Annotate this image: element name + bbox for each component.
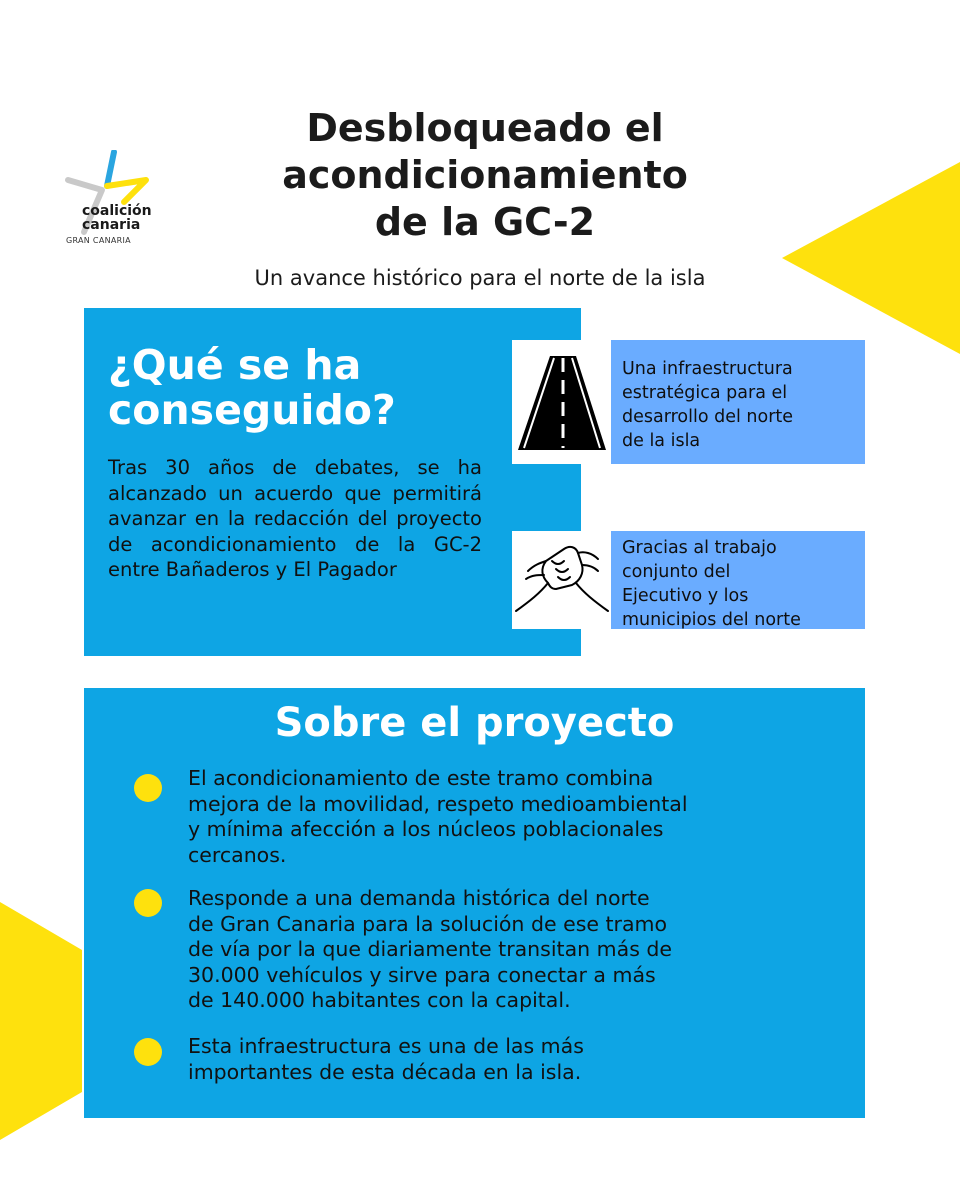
bullet-line: de vía por la que diariamente transitan más de xyxy=(188,937,673,961)
logo-region: GRAN CANARIA xyxy=(66,236,131,245)
bullet-line: 30.000 vehículos y sirve para conectar a más xyxy=(188,962,656,987)
achieved-title-line: ¿Qué se ha xyxy=(108,341,362,389)
star-logo-icon xyxy=(64,150,174,250)
bullet-line: importantes de esta década en la isla. xyxy=(188,1059,582,1084)
bullet-line: Responde a una demanda histórica del norte xyxy=(188,886,650,910)
bullet-line: de 140.000 habitantes con la capital. xyxy=(188,988,571,1012)
bullet-line: El acondicionamiento de este tramo combina xyxy=(188,766,654,790)
project-bullet-text xyxy=(188,886,828,1014)
page-subtitle: Un avance histórico para el norte de la isla xyxy=(254,266,706,290)
bullet-dot-icon xyxy=(134,774,162,802)
card-line: Una infraestructura xyxy=(622,359,793,379)
handshake-icon xyxy=(512,531,612,629)
project-bullet-text xyxy=(188,766,828,868)
title-line: Desbloqueado el xyxy=(306,106,664,150)
bullet-line: y mínima afección a los núcleos poblacionales xyxy=(188,817,664,841)
card-line: conjunto del xyxy=(622,562,731,582)
project-title: Sobre el proyecto xyxy=(274,700,675,746)
logo-name-line1: coalición xyxy=(82,203,152,219)
bullet-line: de Gran Canaria para la solución de ese tramo xyxy=(188,911,668,936)
page-title xyxy=(215,105,755,246)
card-line: Ejecutivo y los xyxy=(622,586,749,606)
yellow-triangle-left xyxy=(0,902,82,1140)
card-line: Gracias al trabajo xyxy=(622,538,777,558)
bullet-dot-icon xyxy=(134,889,162,917)
bullet-line: mejora de la movilidad, respeto medioambiental xyxy=(188,791,688,816)
achieved-title xyxy=(108,343,488,433)
road-icon xyxy=(512,340,612,464)
road-icon-box xyxy=(512,340,612,464)
bullet-line: Esta infraestructura es una de las más xyxy=(188,1034,584,1058)
info-card-cooperation xyxy=(611,531,865,629)
title-line: de la GC-2 xyxy=(374,200,596,244)
logo-name-line2: canaria xyxy=(82,217,141,233)
card-line: estratégica para el xyxy=(622,383,788,403)
achieved-text: Tras 30 años de debates, se ha alcanzado un acuerdo que permitirá avanzar en la redacción del proyecto de acondicionamiento de la GC-2 entre Bañaderos y El Pagador xyxy=(108,456,482,581)
achieved-title-line: conseguido? xyxy=(108,386,396,434)
yellow-triangle-right xyxy=(782,162,960,354)
card-line: de la isla xyxy=(622,431,701,451)
project-bullet-text xyxy=(188,1034,828,1085)
bullet-dot-icon xyxy=(134,1038,162,1066)
handshake-icon-box xyxy=(512,531,612,629)
card-line: desarrollo del norte xyxy=(622,407,794,427)
card-line: municipios del norte xyxy=(622,610,801,630)
info-card-infrastructure xyxy=(611,340,865,464)
title-line: acondicionamiento xyxy=(282,153,688,197)
bullet-line: cercanos. xyxy=(188,842,287,867)
